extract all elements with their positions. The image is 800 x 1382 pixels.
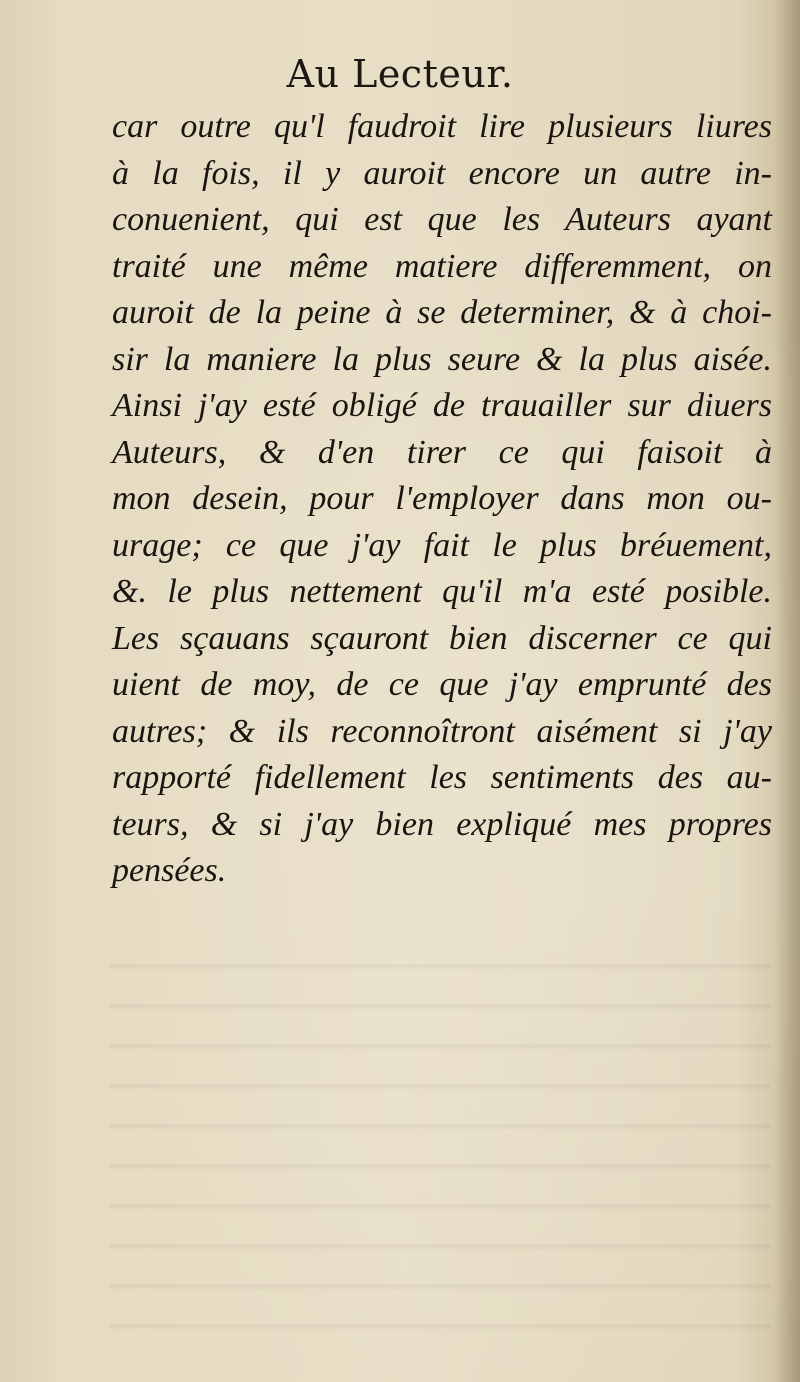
text-line-14: autres; & ils reconnoîtront aisément si j'ay <box>112 712 772 750</box>
text-line-7: Ainsi j'ay esté obligé de trauailler sur diuers <box>112 387 772 424</box>
text-line-17: pensées. <box>112 852 227 889</box>
text-line-6: sir la maniere la plus seure & la plus aisée. <box>112 340 772 378</box>
show-through-text <box>110 930 770 1350</box>
text-line-9: mon desein, pour l'employer dans mon ou- <box>112 480 772 517</box>
body-text <box>112 104 772 895</box>
page-gutter-shadow <box>774 0 800 1382</box>
text-line-12: Les sçauans sçauront bien discerner ce qui <box>112 619 772 657</box>
text-line-13: uient de moy, de ce que j'ay emprunté des <box>112 666 772 703</box>
text-line-5: auroit de la peine à se determiner, & à choi- <box>112 294 772 331</box>
text-line-3: conuenient, qui est que les Auteurs ayant <box>112 201 772 238</box>
text-line-16: teurs, & si j'ay bien expliqué mes propres <box>112 805 772 843</box>
text-line-15: rapporté fidellement les sentiments des au- <box>112 759 772 796</box>
text-line-11: &. le plus nettement qu'il m'a esté posible. <box>112 573 772 610</box>
text-line-10: urage; ce que j'ay fait le plus bréuement, <box>112 526 772 564</box>
text-line-2: à la fois, il y auroit encore un autre in- <box>112 154 772 192</box>
text-line-8: Auteurs, & d'en tirer ce qui faisoit à <box>112 433 772 471</box>
text-line-1: car outre qu'l faudroit lire plusieurs liures <box>112 108 772 145</box>
running-head: Au Lecteur. <box>286 52 514 96</box>
text-line-4: traité une même matiere differemment, on <box>112 247 772 285</box>
